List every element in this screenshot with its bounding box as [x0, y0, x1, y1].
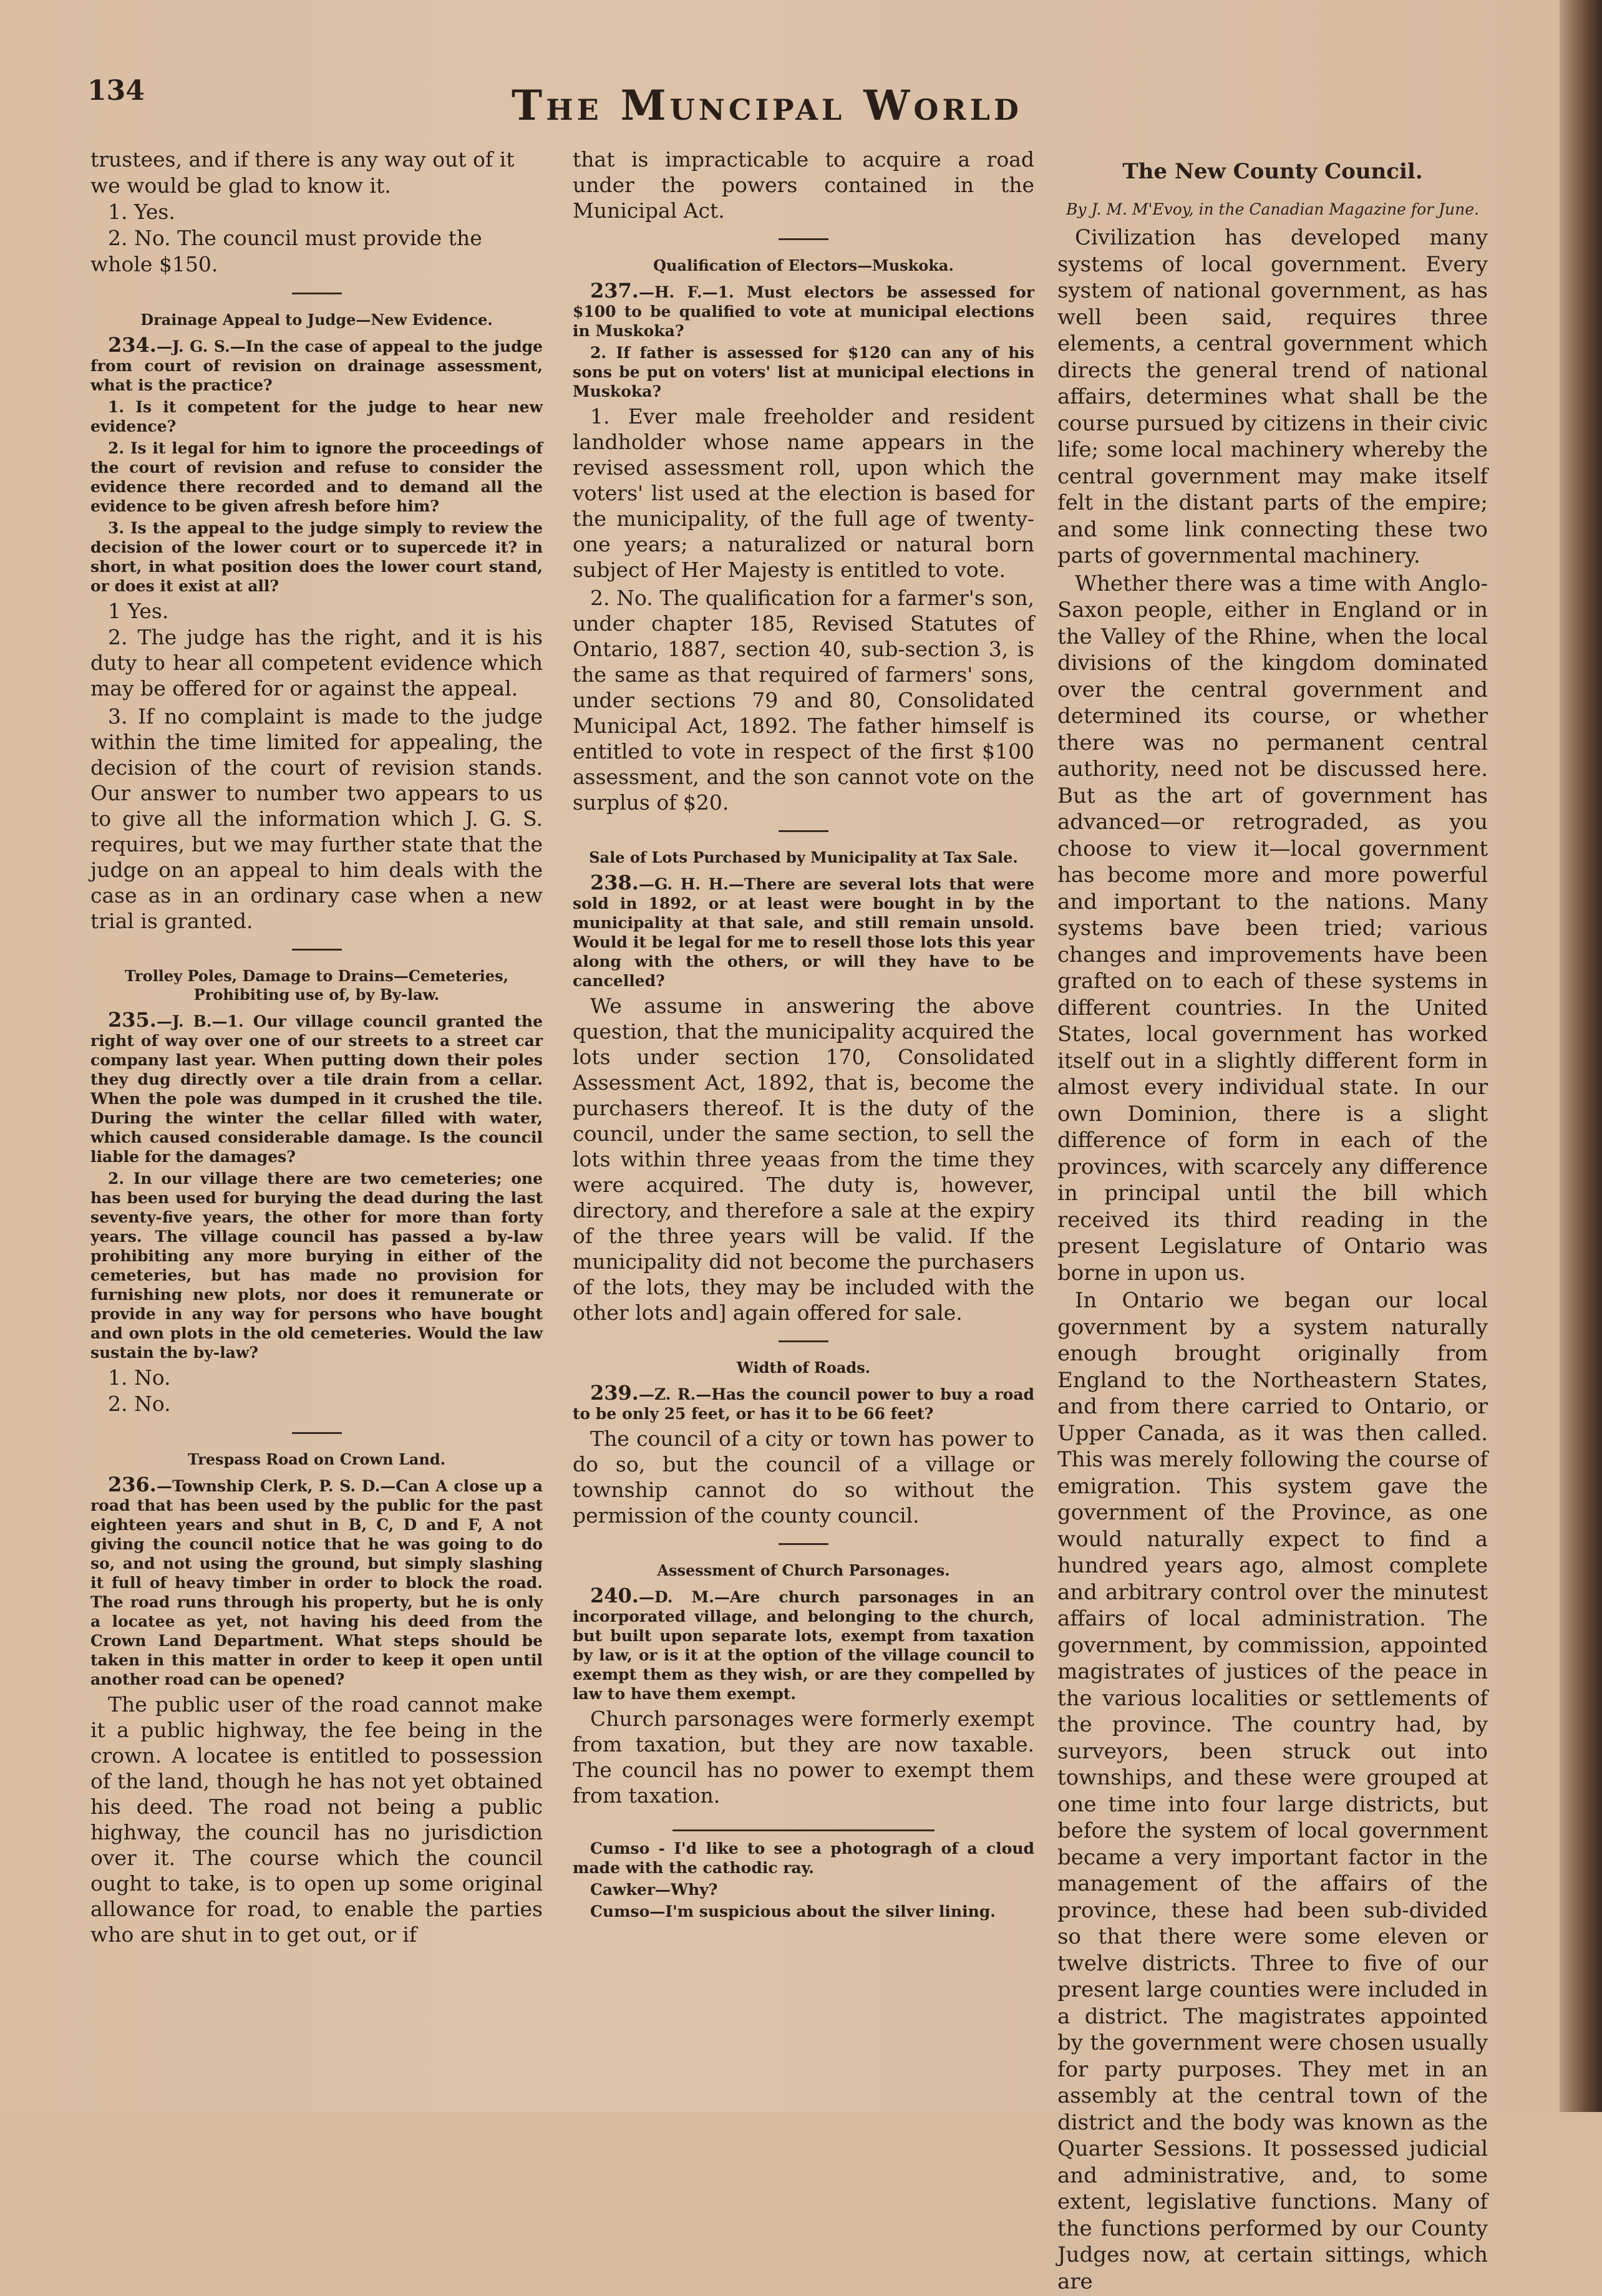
- answer-234-2: 2. The judge has the right, and it is his duty to hear all competent evidence which may be offered for or against the appeal.: [90, 625, 543, 700]
- answer-239: The council of a city or town has power to do so, but the council of a village or township cannot do so without the permission of the county council.: [573, 1427, 1034, 1528]
- question-234: [90, 333, 543, 395]
- question-number: 235.: [108, 1008, 157, 1032]
- joke-line-2: Cawker—Why?: [590, 1881, 718, 1899]
- article-byline: By J. M. M'Evoy, in the Canadian Magazine for June.: [1066, 200, 1479, 218]
- question-text: —Z. R.—Has the council power to buy a road to be only 25 feet, or has it to be 66 feet?: [573, 1385, 1034, 1423]
- question-text: —H. F.—1. Must electors be assessed for $100 to be qualified to vote at municipal elections in Muskoka?: [573, 283, 1034, 340]
- heading-240: Assessment of Church Parsonages.: [657, 1561, 950, 1579]
- answer-237-1: 1. Ever male freeholder and resident landholder whose name appears in the revised assessment roll, upon which the voters' list used at the election is based for the municipality, of the full age of twenty-one years; a naturalized or natural born subject of Her Majesty is entitled to vote.: [573, 404, 1034, 582]
- question-239: [573, 1383, 1034, 1423]
- answer-236: The public user of the road cannot make it a public highway, the fee being in the crown. A locatee is entitled to possession of the land, though he has not yet obtained his deed. The road not being a public highway, the council has no jurisdiction over it. The course which the council ought to take, is to open up some original allowance for road, to enable the parties who are shut in to get out, or if: [90, 1692, 543, 1947]
- answer-240: Church parsonages were formerly exempt from taxation, but they are now taxable. The council has no power to exempt them from taxation.: [573, 1707, 1034, 1808]
- answer-238: We assume in answering the above question, that the municipality acquired the lots under section 170, Consolidated Assessment Act, 1892, that is, become the purchasers thereof. It is the duty of the council, under the same section, to sell the lots within three yeaas from the time they were acquired. The duty is, however, directory, and therefore a sale at the expiry of the three years will be valid. If the municipality did not become the purchasers of the lots, they may be included with the other lots and] again offered for sale.: [573, 994, 1034, 1325]
- question-234-2: 2. Is it legal for him to ignore the proceedings of the court of revision and refuse to consider the evidence there recorded and to demand all the evidence to be given afresh before him?: [90, 439, 543, 515]
- intro-answer-2: 2. No. The council must provide the whole $150.: [90, 226, 482, 276]
- column-3: [1057, 147, 1488, 2296]
- question-text: —Township Clerk, P. S. D.—Can A close up a road that has been used by the public for the past eighteen years and shut in B, C, D and F, A not giving the council notice that he was going to do so, and not using the ground, but simply slashing it full of heavy timber in order to block the road. The road runs through his property, but he is only a locatee as yet, not having his deed from the Crown Land Department. What steps should be taken in this matter in order to keep it open until another road can be opened?: [90, 1477, 543, 1688]
- divider: [779, 830, 828, 832]
- question-234-1: 1. Is it competent for the judge to hear new evidence?: [90, 398, 543, 435]
- question-text: —J. G. S.—In the case of appeal to the judge from court of revision on drainage assessment, what is the practice?: [90, 337, 543, 394]
- divider: [779, 1340, 828, 1342]
- question-number: 236.: [108, 1473, 157, 1496]
- heading-237: Qualification of Electors—Muskoka.: [653, 256, 954, 274]
- page-number: 134: [87, 75, 145, 107]
- question-text: —G. H. H.—There are several lots that were sold in 1892, or at least were bought in by the municipality at that sale, and still remain unsold. Would it be legal for me to resell those lots this year along with the others, or will they have to be cancelled?: [573, 875, 1034, 990]
- question-237-1: [573, 281, 1034, 341]
- question-235-1: [90, 1010, 543, 1166]
- divider: [292, 949, 342, 951]
- article-paragraph-2: Whether there was a time with Anglo-Saxon people, either in England or in the Valley of the Rhine, when the local divisions of the kingdom dominated over the central government and determined its course, or whether there was no permanent central authority, need not be discussed here. But as the art of government has advanced—or retrograded, as you choose to view it—local government has become more and more powerful and important to the nations. Many systems bave been tried; various changes and improvements have been grafted on to each of these systems in different countries. In the United States, local government has worked itself out in a slightly different form in almost every individual state. In our own Dominion, there is a slight difference of form in each of the provinces, with scarcely any difference in principal until the bill which received its third reading in the present Legislature of Ontario was borne in upon us.: [1057, 571, 1488, 1286]
- question-238: [573, 873, 1034, 991]
- question-237-2: 2. If father is assessed for $120 can any of his sons be put on voters' list at municipal elections in Muskoka?: [573, 344, 1034, 400]
- divider: [779, 238, 828, 240]
- answer-234-1: 1 Yes.: [108, 599, 169, 623]
- masthead-title: The Muncipal World: [512, 81, 1022, 130]
- heading-235: Trolley Poles, Damage to Drains—Cemeteries, Prohibiting use of, by By-law.: [124, 967, 509, 1004]
- column-2: [573, 147, 1034, 1924]
- question-number: 234.: [108, 333, 157, 357]
- question-236: [90, 1475, 543, 1689]
- continued-text: that is impracticable to acquire a road under the powers contained in the Municipal Act.: [573, 147, 1034, 223]
- question-number: 238.: [590, 871, 639, 894]
- article-paragraph-3: In Ontario we began our local government by a system naturally enough brought originally from England to the Northeastern States, and from there carried to Ontario, or Upper Canada, as it was then called. This was merely following the course of emigration. This system gave the government of the Province, as one would naturally expect to find a hundred years ago, almost complete and arbitrary control over the minutest affairs of local administration. The government, by commission, appointed magistrates of justices of the peace in the various localities or settlements of the province. The country had, by surveyors, been struck out into townships, and these were grouped at one time into four large districts, but before the system of local government became a very important factor in the management of the affairs of the province, these had been sub-divided so that there were some eleven or twelve districts. Three to five of our present large counties were included in a district. The magistrates appointed by the government were chosen usually for party purposes. They met in an assembly at the central town of the district and the body was known as the Quarter Sessions. It possessed judicial and administrative, and, to some extent, legislative functions. Many of the functions performed by our County Judges now, at certain sittings, which are: [1057, 1288, 1488, 2294]
- question-number: 237.: [590, 279, 639, 303]
- answer-234-3: 3. If no complaint is made to the judge within the time limited for appealing, the decision of the court of revision stands. Our answer to number two appears to us to give all the information which J. G. S. requires, but we may further state that the judge on an appeal to him deals with the case as in an ordinary case when a new trial is granted.: [90, 704, 543, 933]
- divider: [292, 1432, 342, 1434]
- question-number: 240.: [590, 1584, 639, 1607]
- divider: [292, 293, 342, 294]
- question-text: —D. M.—Are church parsonages in an incorporated village, and belonging to the church, but built upon separate lots, exempt from taxation by law, or is it at the option of the village council to exempt them as they wish, or are they compelled by law to have them exempt.: [573, 1588, 1034, 1703]
- heading-238: Sale of Lots Purchased by Municipality at Tax Sale.: [589, 848, 1018, 866]
- question-235-2: 2. In our village there are two cemeteries; one has been used for burying the dead during the last seventy-five years, the other for more than forty years. The village council has passed a by-law prohibiting any more burying in either of the cemeteries, but has made no provision for furnishing new plots, nor does it remunerate or provide in any way for persons who have bought and own plots in the old cemeteries. Would the law sustain the by-law?: [90, 1170, 543, 1362]
- question-text: —J. B.—1. Our village council granted the right of way over one of our streets to a street car company last year. When putting down their poles they dug directly over a tile drain from a cellar. When the pole was dumped in it crushed the tile. During the winter the cellar filled with water, which caused considerable damage. Is the council liable for the damages?: [90, 1012, 543, 1166]
- article-paragraph-1: Civilization has developed many systems of local government. Every system of national government, as has well been said, requires three elements, a central government which directs the general trend of national affairs, determines what shall be the course pursued by citizens in their civic life; some local machinery whereby the central government may make itself felt in the distant parts of the empire; and some link connecting these two parts of governmental machinery.: [1057, 225, 1488, 568]
- question-234-3: 3. Is the appeal to the judge simply to review the decision of the lower court or to supercede it? in short, in what position does the lower court stand, or does it exist at all?: [90, 519, 543, 595]
- divider: [779, 1543, 828, 1545]
- book-gutter: [1560, 0, 1602, 2112]
- intro-text: trustees, and if there is any way out of it we would be glad to know it.: [90, 147, 515, 198]
- column-1: [90, 147, 543, 1950]
- answer-235-2: 2. No.: [108, 1392, 171, 1416]
- heading-239: Width of Roads.: [736, 1359, 871, 1377]
- intro-answer-1: 1. Yes.: [108, 200, 175, 224]
- article-title: The New County Council.: [1122, 159, 1423, 184]
- question-240: [573, 1586, 1034, 1703]
- joke-line-3: Cumso—I'm suspicious about the silver lining.: [590, 1902, 996, 1921]
- joke-line-1: Cumso - I'd like to see a photogragh of a cloud made with the cathodic ray.: [573, 1839, 1034, 1877]
- answer-237-2: 2. No. The qualification for a farmer's son, under chapter 185, Revised Statutes of Ontario, 1887, section 40, sub-section 3, is the same as that required of farmers' sons, under sections 79 and 80, Consolidated Municipal Act, 1892. The father himself is entitled to vote in respect of the first $100 assessment, and the son cannot vote on the surplus of $20.: [573, 586, 1034, 815]
- heading-236: Trespass Road on Crown Land.: [188, 1450, 445, 1468]
- divider: [672, 1829, 935, 1831]
- heading-234: Drainage Appeal to Judge—New Evidence.: [140, 311, 493, 329]
- answer-235-1: 1. No.: [108, 1365, 171, 1390]
- question-number: 239.: [590, 1381, 639, 1405]
